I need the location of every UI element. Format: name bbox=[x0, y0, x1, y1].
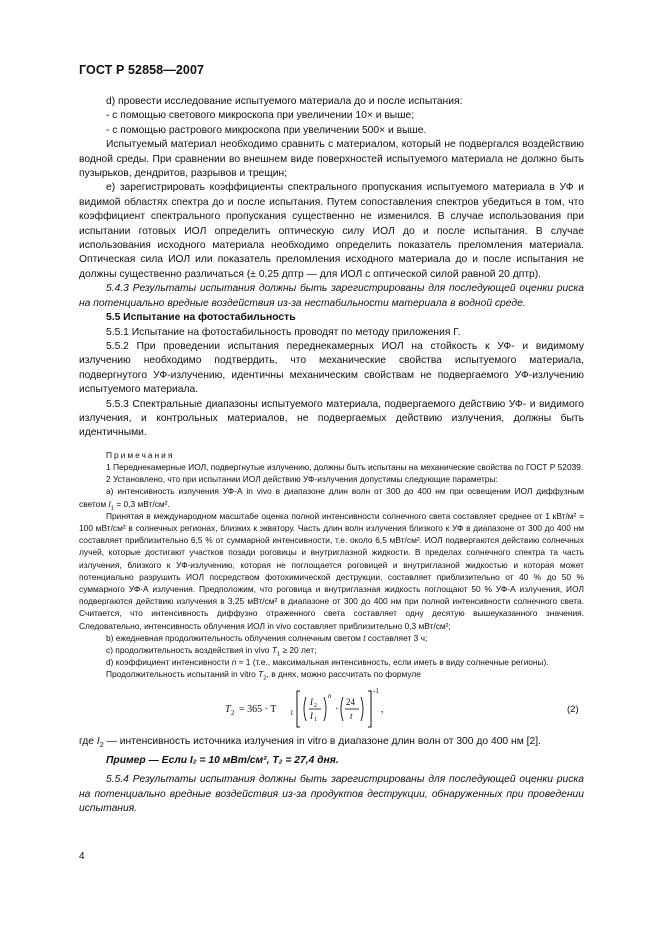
variable-n: n bbox=[231, 657, 237, 668]
subscript: 2 bbox=[99, 739, 104, 749]
duration-text-pre: Продолжительность испытаний in vitro bbox=[106, 669, 259, 680]
note-2-a-value: = 0,3 мВт/см². bbox=[114, 498, 170, 509]
formula-i2: I bbox=[310, 696, 313, 707]
note-2-a bbox=[79, 485, 584, 512]
variable-i2: I bbox=[96, 735, 100, 747]
page-number: 4 bbox=[79, 851, 85, 862]
variable-i: I bbox=[108, 498, 111, 509]
subscript: 1 bbox=[276, 651, 281, 658]
formula-t1-sub: 1 bbox=[290, 708, 294, 717]
subscript: 2 bbox=[263, 676, 267, 683]
paren-right bbox=[361, 697, 363, 721]
paren-left bbox=[341, 697, 343, 721]
formula-exp-minus1: -1 bbox=[373, 686, 379, 695]
formula-i1-sub: 1 bbox=[314, 716, 317, 723]
paragraph-5-4-3: 5.4.3 Результаты испытания должны быть зарегистрированы для последующей оценки риска на потенциально вредные воздействия из-за нестабильности материала в водной среде. bbox=[79, 283, 584, 309]
duration-text-post: , в днях, можно рассчитать по формуле bbox=[266, 669, 421, 680]
note-2-a-text: a) интенсивность излучения УФ-А in vivo в диапазоне длин волн от 300 до 400 нм при освещении ИОЛ диффузным светом bbox=[79, 486, 584, 509]
spacer bbox=[79, 441, 584, 449]
paren-left bbox=[304, 697, 306, 721]
formula-exp-n: n bbox=[328, 691, 332, 700]
note-2-c-value: ≥ 20 лет; bbox=[280, 645, 317, 655]
formula-comma: , bbox=[381, 703, 384, 715]
formula-t: t bbox=[350, 710, 353, 721]
subscript: 1 bbox=[110, 505, 114, 512]
formula-mult: · bbox=[335, 703, 339, 715]
bracket-left bbox=[297, 691, 300, 727]
formula-number: (2) bbox=[567, 703, 579, 715]
section-d-compare: Испытуемый материал необходимо сравнить с материалом, который не подвергался воздействию водной среды. При сравнении во внешнем виде поверхностей испытуемого материала не должно быть пузырьков, дендритов, разрывов и трещин; bbox=[79, 139, 584, 180]
variable-t1: T bbox=[271, 645, 277, 655]
formula-lhs-sub: 2 bbox=[231, 708, 235, 717]
list-item: - с помощью растрового микроскопа при увеличении 500× и выше. bbox=[106, 124, 427, 136]
note-2-paragraph: Принятая в международном масштабе оценка полной интенсивности солнечного света составляет среднее от 1 кВт/м² = 100 мВт/см² в солнечных регионах, близких к экватору. Часть длин волн излучения близкого к УФ в диапазоне от 300 до 400 нм составляет приблизительно 6,5 % от суммарной интенсивности, т.е. около 6,5 мВт/см². ИОЛ подвергаются действию солнечных лучей, которые достигают участков позади роговицы и внутриглазной жидкости. В пределах солнечного спектра та часть излучения, близкого к УФ-излучению, которая не поглощается роговицей и внутриглазной жидкостью и которая может потенциально разрушить ИОЛ посредством фотохимической деструкции, составляет приблизительно от 40 % до 50 % суммарного УФ-А излучения. Предположим, что роговица и внутриглазная жидкость поглощают 50 % УФ-А излучения, ИОЛ подвергаются действию излучения в 3,25 мВт/см² в диапазоне от 300 до 400 нм при полной интенсивности солнечного света. Считается, что интенсивность диффузно отраженного света составляет одну десятую вышеуказанного значения. Следовательно, интенсивность облучения ИОЛ in vivo составляет приблизительно 0,3 мВт/см²; bbox=[79, 510, 584, 631]
formula-svg bbox=[79, 685, 584, 731]
section-e-text: e) зарегистрировать коэффициенты спектрального пропускания испытуемого материала в УФ и видимой областях спектра до и после испытания. Путем сопоставления спектров убедиться в том, что коэффициент спектрального пропускания существенно не изменился. В случае использования при испытании готовых ИОЛ определить оптическую силу ИОЛ до и после испытания. В случае использования исходного материала необходимо определить показатель преломления материала. Оптическая сила ИОЛ или показатель преломления исходного материала до и после испытания не должны существенно различаться (± 0,25 дптр — для ИОЛ с оптической силой равной 20 дптр). bbox=[79, 182, 584, 280]
note-2-c bbox=[79, 644, 584, 656]
variable-t: t bbox=[363, 632, 366, 643]
note-2-d-text: d) коэффициент интенсивности bbox=[106, 657, 232, 668]
note-2-b-value: составляет 3 ч; bbox=[365, 632, 428, 643]
note-2-b bbox=[79, 632, 584, 644]
note-1: 1 Переднекамерные ИОЛ, подвергнутые излучению, должны быть испытаны на механические свойства по ГОСТ Р 52039. bbox=[106, 461, 584, 472]
notes-heading: Примечания bbox=[106, 449, 175, 460]
where-post: — интенсивность источника излучения in vitro в диапазоне длин волн от 300 до 400 нм [2]. bbox=[103, 735, 541, 747]
note-2-c-text: c) продолжительность воздействия in vivo bbox=[106, 645, 272, 655]
formula-2 bbox=[79, 685, 584, 731]
document-body bbox=[79, 95, 584, 817]
paren-right bbox=[324, 697, 326, 721]
duration-text bbox=[79, 668, 584, 683]
note-2-d bbox=[79, 656, 584, 668]
formula-lhs: T bbox=[225, 703, 231, 715]
list-item: - с помощью светового микроскопа при увеличении 10× и выше; bbox=[106, 110, 415, 122]
where-pre: где bbox=[79, 735, 97, 747]
example: Пример — Если I₂ = 10 мВт/см², T₂ = 27,4 дня. bbox=[106, 755, 339, 767]
where-text bbox=[79, 735, 584, 749]
paragraph-5-5-1: 5.5.1 Испытание на фотостабильность проводят по методу приложения Г. bbox=[106, 326, 461, 338]
note-2-b-text: b) ежедневная продолжительность облучения солнечным светом bbox=[106, 632, 364, 643]
section-d-intro: d) провести исследование испытуемого материала до и после испытания: bbox=[106, 96, 463, 107]
document-header: ГОСТ Р 52858—2007 bbox=[79, 63, 205, 77]
note-2-d-value: ≈ 1 (т.е., максимальная интенсивность, если иметь в виду солнечные регионы). bbox=[236, 657, 549, 668]
formula-eq: = 365 · T bbox=[239, 703, 277, 715]
paragraph-5-5-4: 5.5.4 Результаты испытания должны быть зарегистрированы для последующей оценки риска на потенциально вредные воздействия из-за продуктов деструкции, обнаруженных при проведении испытания. bbox=[79, 774, 584, 815]
variable-t2: T bbox=[258, 669, 264, 680]
formula-i2-sub: 2 bbox=[314, 702, 317, 709]
note-2: 2 Установлено, что при испытании ИОЛ действию УФ-излучения допустимы следующие параметры: bbox=[106, 474, 498, 485]
paragraph-5-5-2: 5.5.2 При проведении испытания переднекамерных ИОЛ на стойкость к УФ- и видимому излучению необходимо подтвердить, что механические свойства испытуемого материала, подвергнутого УФ-излучению, идентичны механическим свойствам не подвергаемого УФ-излучению испытуемого материала. bbox=[79, 340, 584, 396]
formula-i1: I bbox=[310, 710, 313, 721]
paragraph-5-5-3: 5.5.3 Спектральные диапазоны испытуемого материала, подвергаемого действию УФ- и видимого излучения, и контрольных материалов, не подвергаемых действию излучения, должны быть идентичными. bbox=[79, 398, 584, 439]
bracket-right bbox=[368, 691, 371, 727]
formula-num24: 24 bbox=[346, 696, 355, 707]
section-title-5-5: 5.5 Испытание на фотостабильность bbox=[106, 312, 296, 324]
